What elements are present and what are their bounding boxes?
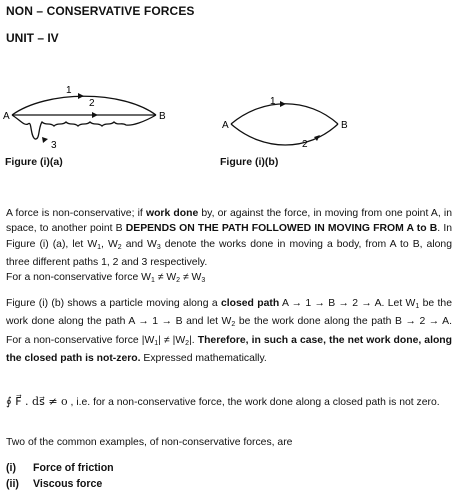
para2-text: be the work done along the path A → 1 → B and let W (6, 298, 452, 328)
figure-a-label-3: 3 (51, 140, 57, 150)
arrow-left-icon (314, 135, 320, 141)
para2-text: |. (189, 334, 198, 346)
para2-text: Expressed mathematically. (140, 352, 267, 364)
para1-text: , W (101, 238, 118, 250)
para1-text: For a non-conservative force W (6, 272, 151, 284)
figure-a-point-a: A (3, 111, 10, 122)
figure-b-point-a: A (222, 120, 229, 131)
para1-text: and W (121, 238, 157, 250)
subscript: 1 (97, 243, 102, 251)
para1-inequality-line (6, 270, 452, 288)
list-item (6, 478, 102, 490)
figure-b-label-2: 2 (302, 139, 308, 150)
para2-text: be the work done along the path B → 2 → A. For a non-conservative force |W (6, 316, 452, 346)
figure-a-path-1 (12, 96, 156, 115)
closed-integral-formula: ∮ F⃗ . ds⃗ ≠ o (6, 395, 68, 408)
arrow-right-icon (78, 93, 84, 99)
para1-text: ≠ W (154, 272, 177, 284)
subscript: 2 (231, 321, 236, 329)
para1-emphasis: DEPENDS ON THE PATH FOLLOWED IN MOVING FROM A to B (125, 223, 438, 235)
list-item-number: (i) (6, 462, 16, 474)
subscript: 2 (185, 339, 190, 347)
para1-text: . In Figure (i) (a), let W (6, 223, 452, 250)
figure-a-label-1: 1 (66, 85, 72, 96)
para3-text: , i.e. for a non-conservative force, the work done along a closed path is not zero. (67, 397, 440, 408)
para2-emphasis: Therefore, in such a case, the net work done, along the closed path is not-zero. (6, 334, 452, 364)
para2-text: | ≠ |W (158, 334, 186, 346)
para1-text: denote the works done in moving a body, from A to B, along three different paths 1, 2 and 3 respectively. (6, 238, 452, 268)
subscript: 2 (176, 277, 181, 285)
list-item-label: Viscous force (33, 478, 103, 490)
paragraph-definition (6, 206, 452, 288)
subscript: 1 (154, 339, 159, 347)
subscript: 3 (156, 243, 161, 251)
para2-text: A → 1 → B → 2 → A. Let W (279, 298, 416, 309)
paragraph-examples-intro: Two of the common examples, of non-conservative forces, are (6, 437, 293, 448)
subscript: 2 (117, 243, 122, 251)
figure-b-label-1: 1 (270, 96, 276, 107)
arrow-right-icon (280, 101, 286, 107)
para2-text: Figure (i) (b) shows a particle moving along a (6, 298, 221, 309)
arrow-right-icon (42, 137, 48, 143)
figure-b-path-2 (231, 124, 338, 145)
figure-a-diagram (2, 82, 172, 150)
para1-text: by, or against the force, in moving from one point A, in space, to another point B (6, 208, 452, 235)
paragraph-closed-path (6, 296, 452, 366)
para1-text: A force is non-conservative; if (6, 208, 146, 219)
subscript: 1 (415, 303, 420, 310)
subscript: 3 (201, 277, 206, 285)
arrow-right-icon (92, 112, 98, 118)
para2-emphasis: closed path (220, 298, 280, 309)
figure-a-caption: Figure (i)(a) (5, 156, 63, 168)
subscript: 1 (150, 277, 155, 285)
list-item-label: Force of friction (33, 462, 114, 474)
unit-heading: UNIT – IV (6, 31, 59, 45)
page-title: NON – CONSERVATIVE FORCES (6, 4, 195, 18)
list-item-number: (ii) (6, 478, 19, 490)
figure-a-label-2: 2 (89, 98, 95, 109)
para1-text: ≠ W (180, 272, 202, 284)
figure-b-caption: Figure (i)(b) (220, 156, 279, 168)
figure-b-path-1 (231, 104, 338, 124)
para1-emphasis: work done (145, 208, 199, 219)
list-item (6, 462, 114, 474)
figure-b-point-b: B (341, 120, 348, 131)
figure-b-diagram (218, 92, 358, 152)
figure-a-point-b: B (159, 111, 166, 122)
figure-a-path-3 (12, 115, 156, 139)
paragraph-formula (6, 394, 452, 410)
